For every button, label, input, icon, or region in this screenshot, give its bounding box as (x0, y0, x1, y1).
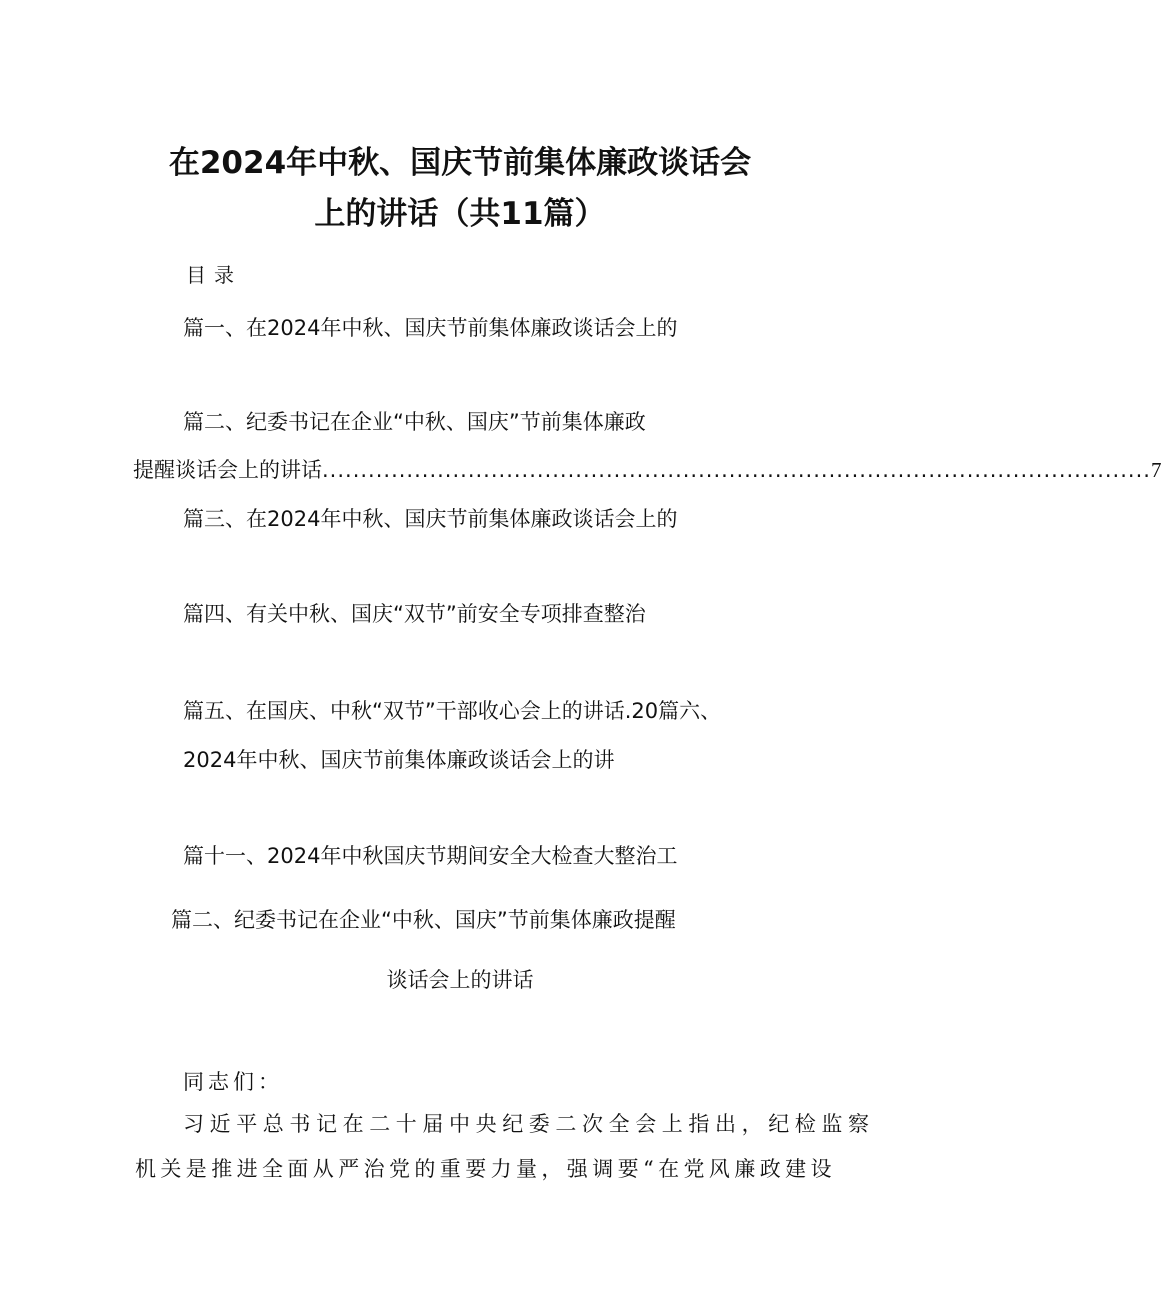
toc-item-6[interactable]: 2024年中秋、国庆节前集体廉政谈话会上的讲 (183, 748, 615, 772)
toc-item-3[interactable]: 篇三、在2024年中秋、国庆节前集体廉政谈话会上的 (183, 507, 678, 531)
toc-item-2-label: 提醒谈话会上的讲话 (133, 458, 322, 482)
toc-item-2-continuation[interactable] (133, 454, 1161, 484)
section-heading-line-1: 篇二、纪委书记在企业“中秋、国庆”节前集体廉政提醒 (171, 908, 676, 932)
document-title-line-1: 在2024年中秋、国庆节前集体廉政谈话会 (168, 145, 752, 181)
toc-leader-dots: ............................................................................................................ (322, 458, 1151, 482)
toc-page-number: 7 (1150, 458, 1161, 482)
section-heading-line-2: 谈话会上的讲话 (386, 968, 534, 992)
toc-item-11[interactable]: 篇十一、2024年中秋国庆节期间安全大检查大整治工 (183, 844, 678, 868)
toc-item-1[interactable]: 篇一、在2024年中秋、国庆节前集体廉政谈话会上的 (183, 316, 678, 340)
salutation: 同志们： (183, 1070, 283, 1094)
toc-item-5[interactable]: 篇五、在国庆、中秋“双节”干部收心会上的讲话.20篇六、 (183, 699, 722, 723)
document-title-line-2: 上的讲话（共11篇） (314, 196, 606, 232)
toc-item-4[interactable]: 篇四、有关中秋、国庆“双节”前安全专项排查整治 (183, 602, 646, 626)
toc-heading: 目录 (186, 263, 242, 287)
paragraph-line-1: 习近平总书记在二十届中央纪委二次全会上指出，纪检监察 (183, 1112, 875, 1136)
paragraph-line-2: 机关是推进全面从严治党的重要力量，强调要“在党风廉政建设 (135, 1157, 836, 1181)
toc-item-2[interactable]: 篇二、纪委书记在企业“中秋、国庆”节前集体廉政 (183, 410, 646, 434)
